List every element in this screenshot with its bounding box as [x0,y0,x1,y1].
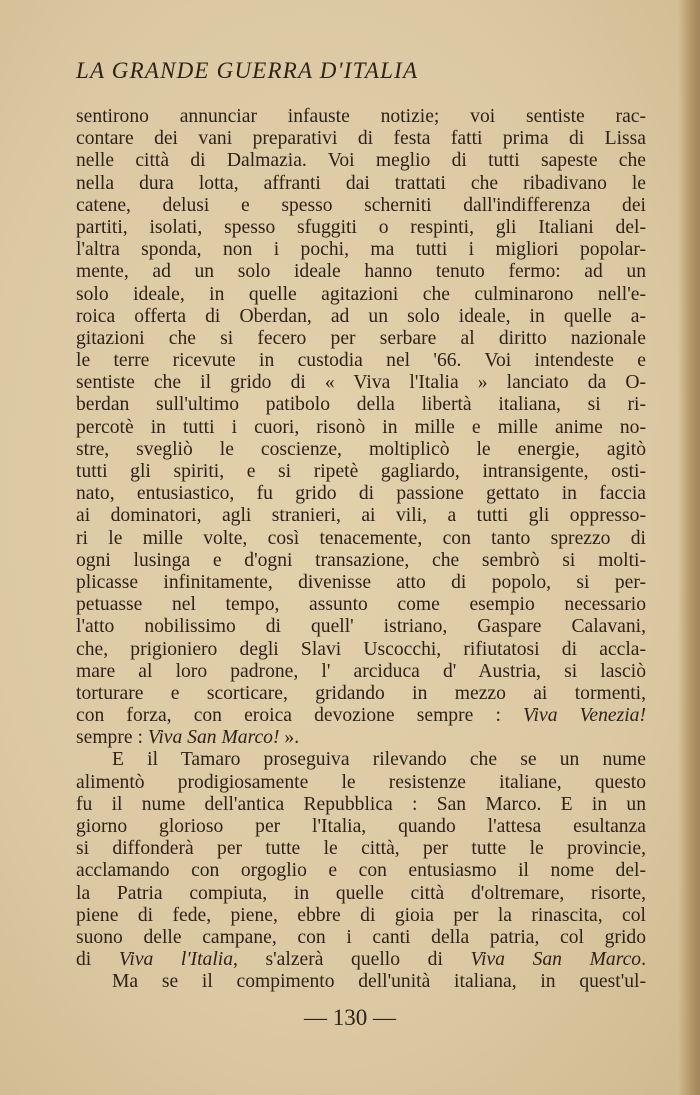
text-line: mare al loro padrone, l' arciduca d' Austria, si lasciò [76,660,646,682]
text-line: ogni lusinga e d'ogni transazione, che sembrò si molti- [76,549,646,571]
text-span: sempre : [76,727,148,749]
page-number: — 130 — [304,1005,396,1030]
text-line: torturare e scorticare, gridando in mezzo ai tormenti, [76,682,646,704]
text-line: giorno glorioso per l'Italia, quando l'attesa esultanza [76,816,646,837]
text-line: mente, ad un solo ideale hanno tenuto fermo: ad un [76,261,646,283]
italic-quote: Viva l'Italia [118,949,234,971]
text-line: sentiste che il grido di « Viva l'Italia » lanciato da O- [76,372,646,394]
text-span: con forza, con eroica devozione sempre : [76,705,524,727]
running-header: LA GRANDE GUERRA D'ITALIA [76,58,419,83]
text-line: partiti, isolati, spesso sfuggiti o respinti, gli Italiani del- [76,216,646,238]
body-text [76,106,646,994]
text-line: ai dominatori, agli stranieri, ai vili, a tutti gli oppresso- [76,505,646,527]
text-line: che, prigioniero degli Slavi Uscocchi, rifiutatosi di accla- [76,638,646,660]
text-line: E il Tamaro proseguiva rilevando che se un nume [112,749,646,771]
text-line: suono delle campane, con i canti della patria, col grido [76,926,646,948]
text-line: petuasse nel tempo, assunto come esempio necessario [76,594,646,616]
text-line: percotè in tutti i cuori, risonò in mille e mille anime no- [76,416,646,438]
text-line: nella dura lotta, affranti dai trattati che ribadivano le [76,172,646,194]
italic-quote: Viva Venezia! [523,705,647,727]
text-span: , s'alzerà quello di [233,949,471,971]
text-line: tutti gli spiriti, e si ripetè gagliardo, intransigente, osti- [76,461,646,482]
text-line: si diffonderà per tutte le città, per tutte le provincie, [76,838,646,860]
text-line: piene di fede, piene, ebbre di gioia per la rinascita, col [76,904,646,926]
text-line [76,727,646,749]
text-line: plicasse infinitamente, divenisse atto di popolo, si per- [76,571,646,593]
text-span: . [641,949,647,971]
text-line: contare dei vani preparativi di festa fatti prima di Lissa [76,128,646,150]
text-line: fu il nume dell'antica Repubblica : San Marco. E in un [76,793,646,815]
text-line: ri le mille volte, così tenacemente, con tanto sprezzo di [76,527,646,549]
text-line: Ma se il compimento dell'unità italiana, in quest'ul- [112,971,646,993]
text-line: catene, delusi e spesso scherniti dall'indifferenza dei [76,194,646,216]
text-line [76,949,646,971]
text-line: sentirono annunciar infauste notizie; voi sentiste rac- [76,106,646,127]
italic-quote: Viva San Marco! [147,727,280,749]
text-line: l'atto nobilissimo di quell' istriano, Gaspare Calavani, [76,616,646,638]
text-line: le terre ricevute in custodia nel '66. Voi intendeste e [76,350,646,372]
text-line: berdan sull'ultimo patibolo della libertà italiana, si ri- [76,394,646,416]
text-line: roica offerta di Oberdan, ad un solo ideale, in quelle a- [76,305,646,327]
text-line: stre, svegliò le coscienze, moltiplicò le energie, agitò [76,438,646,460]
text-line [76,705,646,727]
text-line: nelle città di Dalmazia. Voi meglio di tutti sapeste che [76,150,646,172]
text-line: nato, entusiastico, fu grido di passione gettato in faccia [76,483,646,505]
text-line: la Patria compiuta, in quelle città d'oltremare, risorte, [76,882,646,904]
text-line: gitazioni che si fecero per serbare al diritto nazionale [76,327,646,349]
text-line: alimentò prodigiosamente le resistenze italiane, questo [76,771,646,793]
italic-quote: Viva San Marco [470,949,642,971]
text-span: ». [279,727,300,749]
text-line: solo ideale, in quelle agitazioni che culminarono nell'e- [76,283,646,305]
text-span: di [76,949,119,971]
text-line: acclamando con orgoglio e con entusiasmo il nome del- [76,860,646,882]
page-edge-shadow [678,0,700,1095]
text-line: l'altra sponda, non i pochi, ma tutti i migliori popolar- [76,239,646,261]
